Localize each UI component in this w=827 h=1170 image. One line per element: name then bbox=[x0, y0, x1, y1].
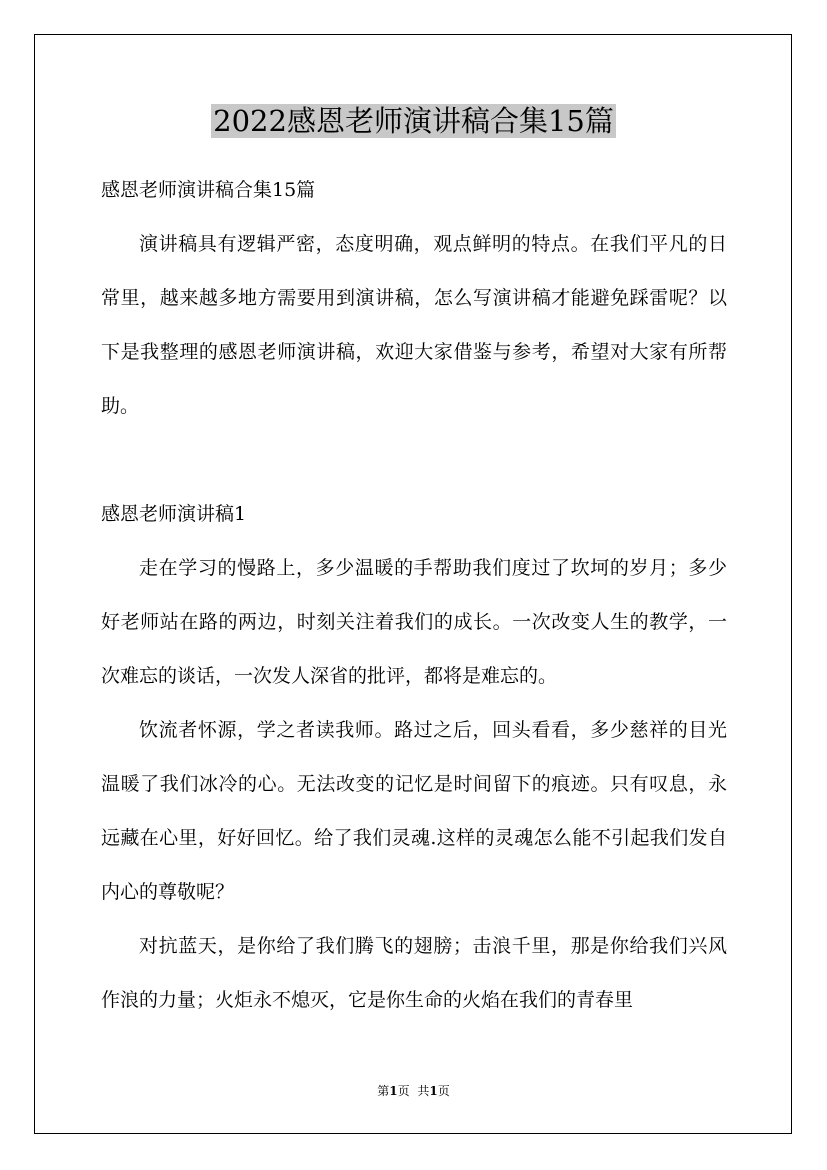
intro-paragraph: 演讲稿具有逻辑严密，态度明确，观点鲜明的特点。在我们平凡的日常里，越来越多地方需要用到演讲稿，怎么写演讲稿才能避免踩雷呢？以下是我整理的感恩老师演讲稿，欢迎大家借鉴与参考，希望对大家有所帮助。 bbox=[101, 233, 727, 417]
document-title-text: 2022感恩老师演讲稿合集15篇 bbox=[213, 104, 614, 138]
blank-line bbox=[101, 433, 727, 487]
document-body bbox=[101, 163, 727, 1027]
body-paragraph: 走在学习的慢路上，多少温暖的手帮助我们度过了坎坷的岁月；多少好老师站在路的两边，时刻关注着我们的成长。一次改变人生的教学，一次难忘的谈话，一次发人深省的批评，都将是难忘的。 bbox=[101, 557, 727, 687]
body-paragraph: 饮流者怀源，学之者读我师。路过之后，回头看看，多少慈祥的目光温暖了我们冰冷的心。无法改变的记忆是时间留下的痕迹。只有叹息，永远藏在心里，好好回忆。给了我们灵魂.这样的灵魂怎么能不引起我们发自内心的尊敬呢？ bbox=[101, 719, 727, 903]
total-pages: 1 bbox=[429, 1084, 438, 1098]
total-suffix: 页 bbox=[437, 1084, 450, 1098]
page-prefix: 第 bbox=[377, 1084, 390, 1098]
page-footer bbox=[0, 1081, 827, 1101]
page-suffix: 页 bbox=[397, 1084, 410, 1098]
total-prefix: 共 bbox=[417, 1084, 430, 1098]
page-number: 1 bbox=[389, 1084, 398, 1098]
section-heading: 感恩老师演讲稿1 bbox=[101, 503, 247, 525]
subtitle: 感恩老师演讲稿合集15篇 bbox=[101, 179, 316, 201]
document-title bbox=[0, 100, 827, 142]
body-paragraph: 对抗蓝天，是你给了我们腾飞的翅膀；击浪千里，那是你给我们兴风作浪的力量；火炬永不熄灭，它是你生命的火焰在我们的青春里 bbox=[101, 935, 727, 1011]
